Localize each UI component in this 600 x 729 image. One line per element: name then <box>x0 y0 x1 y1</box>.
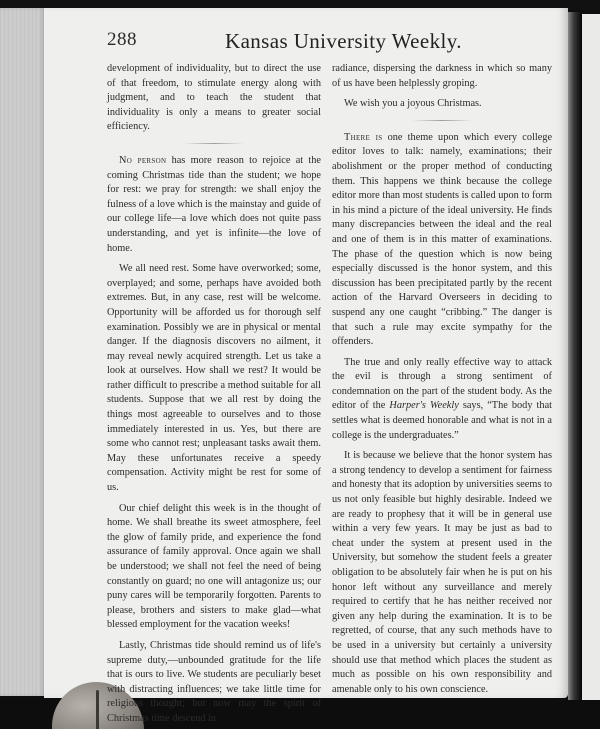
paragraph: Lastly, Christmas tide should remind us of life's supreme duty,—unbounded gratitude for the life that is ours to live. We students are peculiarly beset with distracting influences; we take little time for religious thought; but now may the spirit of Christmas time descend in <box>107 639 321 724</box>
paragraph: radiance, dispersing the darkness in which so many of us have been helplessly groping. <box>332 63 552 89</box>
running-title: Kansas University Weekly. <box>225 29 462 53</box>
lead-in-small-caps: No person <box>119 154 167 166</box>
paragraph-text: The true and only really effective way to attack the evil is through a strong sentiment of condemnation on the part of the student body. As the editor of the <box>332 356 552 412</box>
paragraph-text: has more reason to rejoice at the coming Christmas tide than the student; we hope for rest: we pray for strength: we shall enjoy the fulness of a love which is the mainstay and guide of our college life—a love which does not quite pass understanding, and yet is infinite—the love of home. <box>107 154 321 254</box>
paragraph: development of individuality, but to direct the use of that freedom, to stimulate energy along with judgment, and to teach the student that individuality is only a means to greater social efficiency. <box>107 63 321 133</box>
page-edges-stack <box>0 8 44 696</box>
facing-page-edge <box>582 14 600 714</box>
paragraph <box>332 356 552 444</box>
paragraph: We wish you a joyous Christmas. <box>344 98 482 110</box>
section-divider <box>412 120 472 121</box>
paragraph <box>332 131 552 350</box>
page-header <box>107 29 547 53</box>
paragraph: Our chief delight this week is in the thought of home. We shall breathe its sweet atmosphere, feel the glow of family pride, and experience the fond assurance of family approval. Once again we shall be understood; we shall not feel the need of being constantly on guard; no one will antagonize us; our puny cares will be temporarily forgotten. Parents to please, brothers and sisters to make glad—what blessed employment for the vacation weeks! <box>107 502 321 631</box>
book-gutter-shadow <box>568 12 582 712</box>
paragraph: It is because we believe that the honor system has a strong tendency to develop a sentiment for fairness and honesty that its adoption by universities seems to us not only feasible but highly desirable. Indeed we are ready to prophesy that it will be in general use within a very few years. It may be just as bad to cheat under the system at present used in the University, but somehow the student feels a greater obligation to be absolutely fair when he is put on his honor left without any surveillance and merely required to certify that he has neither received nor given any help during the examination. It is to be regretted, of course, that any such methods have to be used in a university but certainly a university should use that method which places the student as much as possible on his own responsibility and amenable only to his own conscience. <box>332 450 552 695</box>
left-column <box>107 62 321 729</box>
page-number: 288 <box>107 29 137 50</box>
paragraph: We all need rest. Some have overworked; some, overplayed; and some, perhaps have avoided both extremes. But, in any case, rest will be welcome. Opportunity will be afforded us for thorough self examination. Possibly we are in physical or mental danger. If the diagnosis discovers no ailment, it may reveal newly acquired strength. Let us take a look at ourselves. How shall we rest? It would be rather difficult to prescribe a method suitable for all students. Suppose that we all rest by doing the things most agreeable to ourselves and to those immediately interested in us. Yes, but there are some who cannot rest; unpleasant tasks await them. May these unfortunates receive a speedy compensation. Activity might be rest for some of us. <box>107 263 321 494</box>
lead-in-small-caps: There is <box>344 131 383 143</box>
publication-title-italic: Harper's Weekly <box>389 400 459 412</box>
right-column <box>332 62 552 703</box>
paragraph-text: one theme upon which every college editor loves to talk: namely, examinations; their abolishment or the proper method of conducting them. This happens we think because the college editor more than most students is called upon to form in his mind a picture of the ideal university. He finds many discrepancies between the ideal and the real and one of them is in this matter of examinations. The phase of the question which is now being especially discussed is the honor system, and this discussion has been precipitated partly by the recent action of the Harvard Overseers in deciding to suspend any one caught “cribbing.” The danger is that such a rule may excite sympathy for the offenders. <box>332 131 553 348</box>
paragraph-text: says, “The body that settles what is deemed honorable and what is not in a college is the undergraduates.” <box>332 400 552 441</box>
section-divider <box>184 143 244 144</box>
paragraph <box>107 154 321 256</box>
